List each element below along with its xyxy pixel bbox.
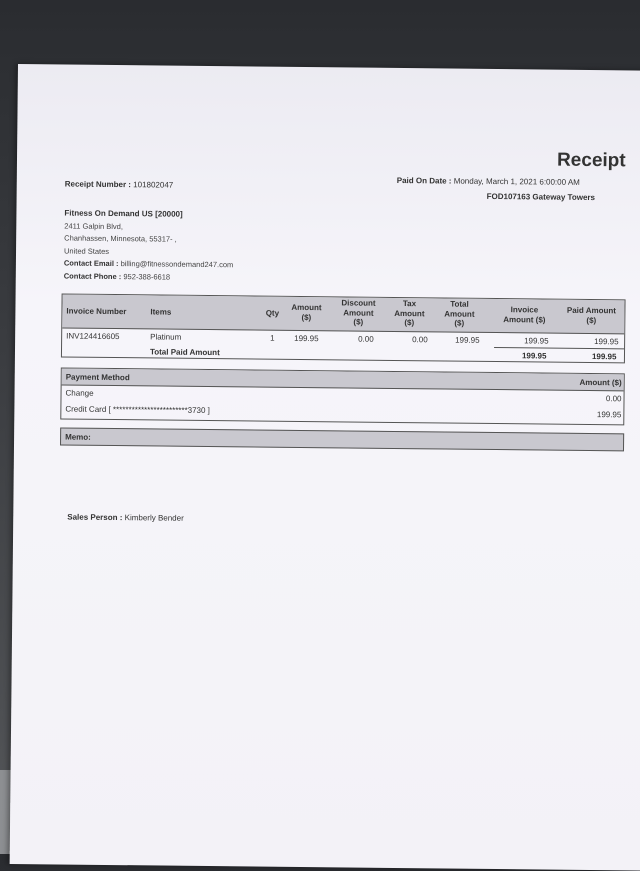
paid-on-date [397,176,580,187]
header-amount [284,303,328,322]
row-discount: 0.00 [358,334,374,344]
sales-person-value: Kimberly Bender [124,513,184,523]
header-total-line3: ($) [454,318,465,328]
header-payment-amount: Amount ($) [579,377,622,388]
header-items: Items [150,307,172,317]
header-tax [386,299,432,328]
header-tax-line2: Amount [394,308,425,318]
payment-amount-credit-card: 199.95 [596,410,622,420]
payment-amount-change: 0.00 [605,394,622,404]
payment-table [60,367,625,425]
total-invoice-amount: 199.95 [521,351,547,361]
header-invoice-amount [492,305,556,325]
header-discount-line3: ($) [353,317,364,327]
header-tax-line1: Tax [402,299,417,309]
row-invoice-number: INV124416605 [66,331,120,342]
payment-table-header [62,368,624,391]
header-amount-line1: Amount [291,302,322,313]
contact-email-value: billing@fitnessondemand247.com [120,259,234,270]
header-paid-amount-line2: ($) [586,315,597,325]
payment-method-change: Change [65,388,94,398]
header-payment-method: Payment Method [65,372,130,383]
header-total-line2: Amount [444,308,475,319]
header-invoice-number: Invoice Number [66,306,127,317]
invoice-table [61,293,626,363]
total-rule [494,347,624,349]
receipt-number [65,179,174,189]
company-city: Chanhassen, Minnesota, 55317- , [64,233,177,244]
row-total: 199.95 [455,335,480,345]
memo-box [60,427,624,451]
company-address-block [64,207,234,284]
contact-email-label: Contact Email : [63,258,119,269]
contact-phone [64,270,233,284]
header-discount-line2: Amount [343,307,374,318]
memo-label: Memo: [65,432,91,442]
total-paid-label: Total Paid Amount [149,347,220,358]
sales-person-label: Sales Person : [67,512,123,523]
header-paid-amount-line1: Paid Amount [566,305,617,316]
header-total [436,299,482,328]
row-invoice-amount: 199.95 [524,336,549,346]
header-paid-amount [558,306,624,326]
header-invoice-amount-line1: Invoice [510,305,539,315]
payment-method-credit-card: Credit Card [ ************************3730 ] [65,404,210,416]
company-name: Fitness On Demand US [20000] [64,208,183,219]
contact-email [64,257,233,271]
header-total-line1: Total [450,299,469,309]
receipt-number-label: Receipt Number : [64,179,132,190]
row-qty: 1 [270,333,275,343]
contact-phone-label: Contact Phone : [63,270,122,281]
contact-phone-value: 952-388-6618 [123,271,171,282]
header-amount-line2: ($) [301,312,312,322]
invoice-table-header [62,294,624,334]
company-country: United States [64,245,110,256]
row-amount: 199.95 [294,333,319,344]
location-name: FOD107163 Gateway Towers [486,191,596,203]
sales-person [67,513,184,523]
paid-on-value: Monday, March 1, 2021 6:00:00 AM [453,176,580,187]
row-paid-amount: 199.95 [594,337,619,347]
total-paid-amount: 199.95 [591,352,617,362]
header-discount-line1: Discount [341,298,376,308]
header-invoice-amount-line2: Amount ($) [503,314,546,325]
header-tax-line3: ($) [404,318,415,328]
header-qty: Qty [265,308,280,318]
header-discount [332,298,384,327]
receipt-title: Receipt [556,149,626,172]
paid-on-label: Paid On Date : [396,175,452,186]
receipt-number-value: 101802047 [133,180,174,190]
row-tax: 0.00 [412,335,428,345]
row-item: Platinum [150,332,182,342]
company-street: 2411 Galpin Blvd, [64,220,124,231]
receipt-paper [10,64,640,871]
